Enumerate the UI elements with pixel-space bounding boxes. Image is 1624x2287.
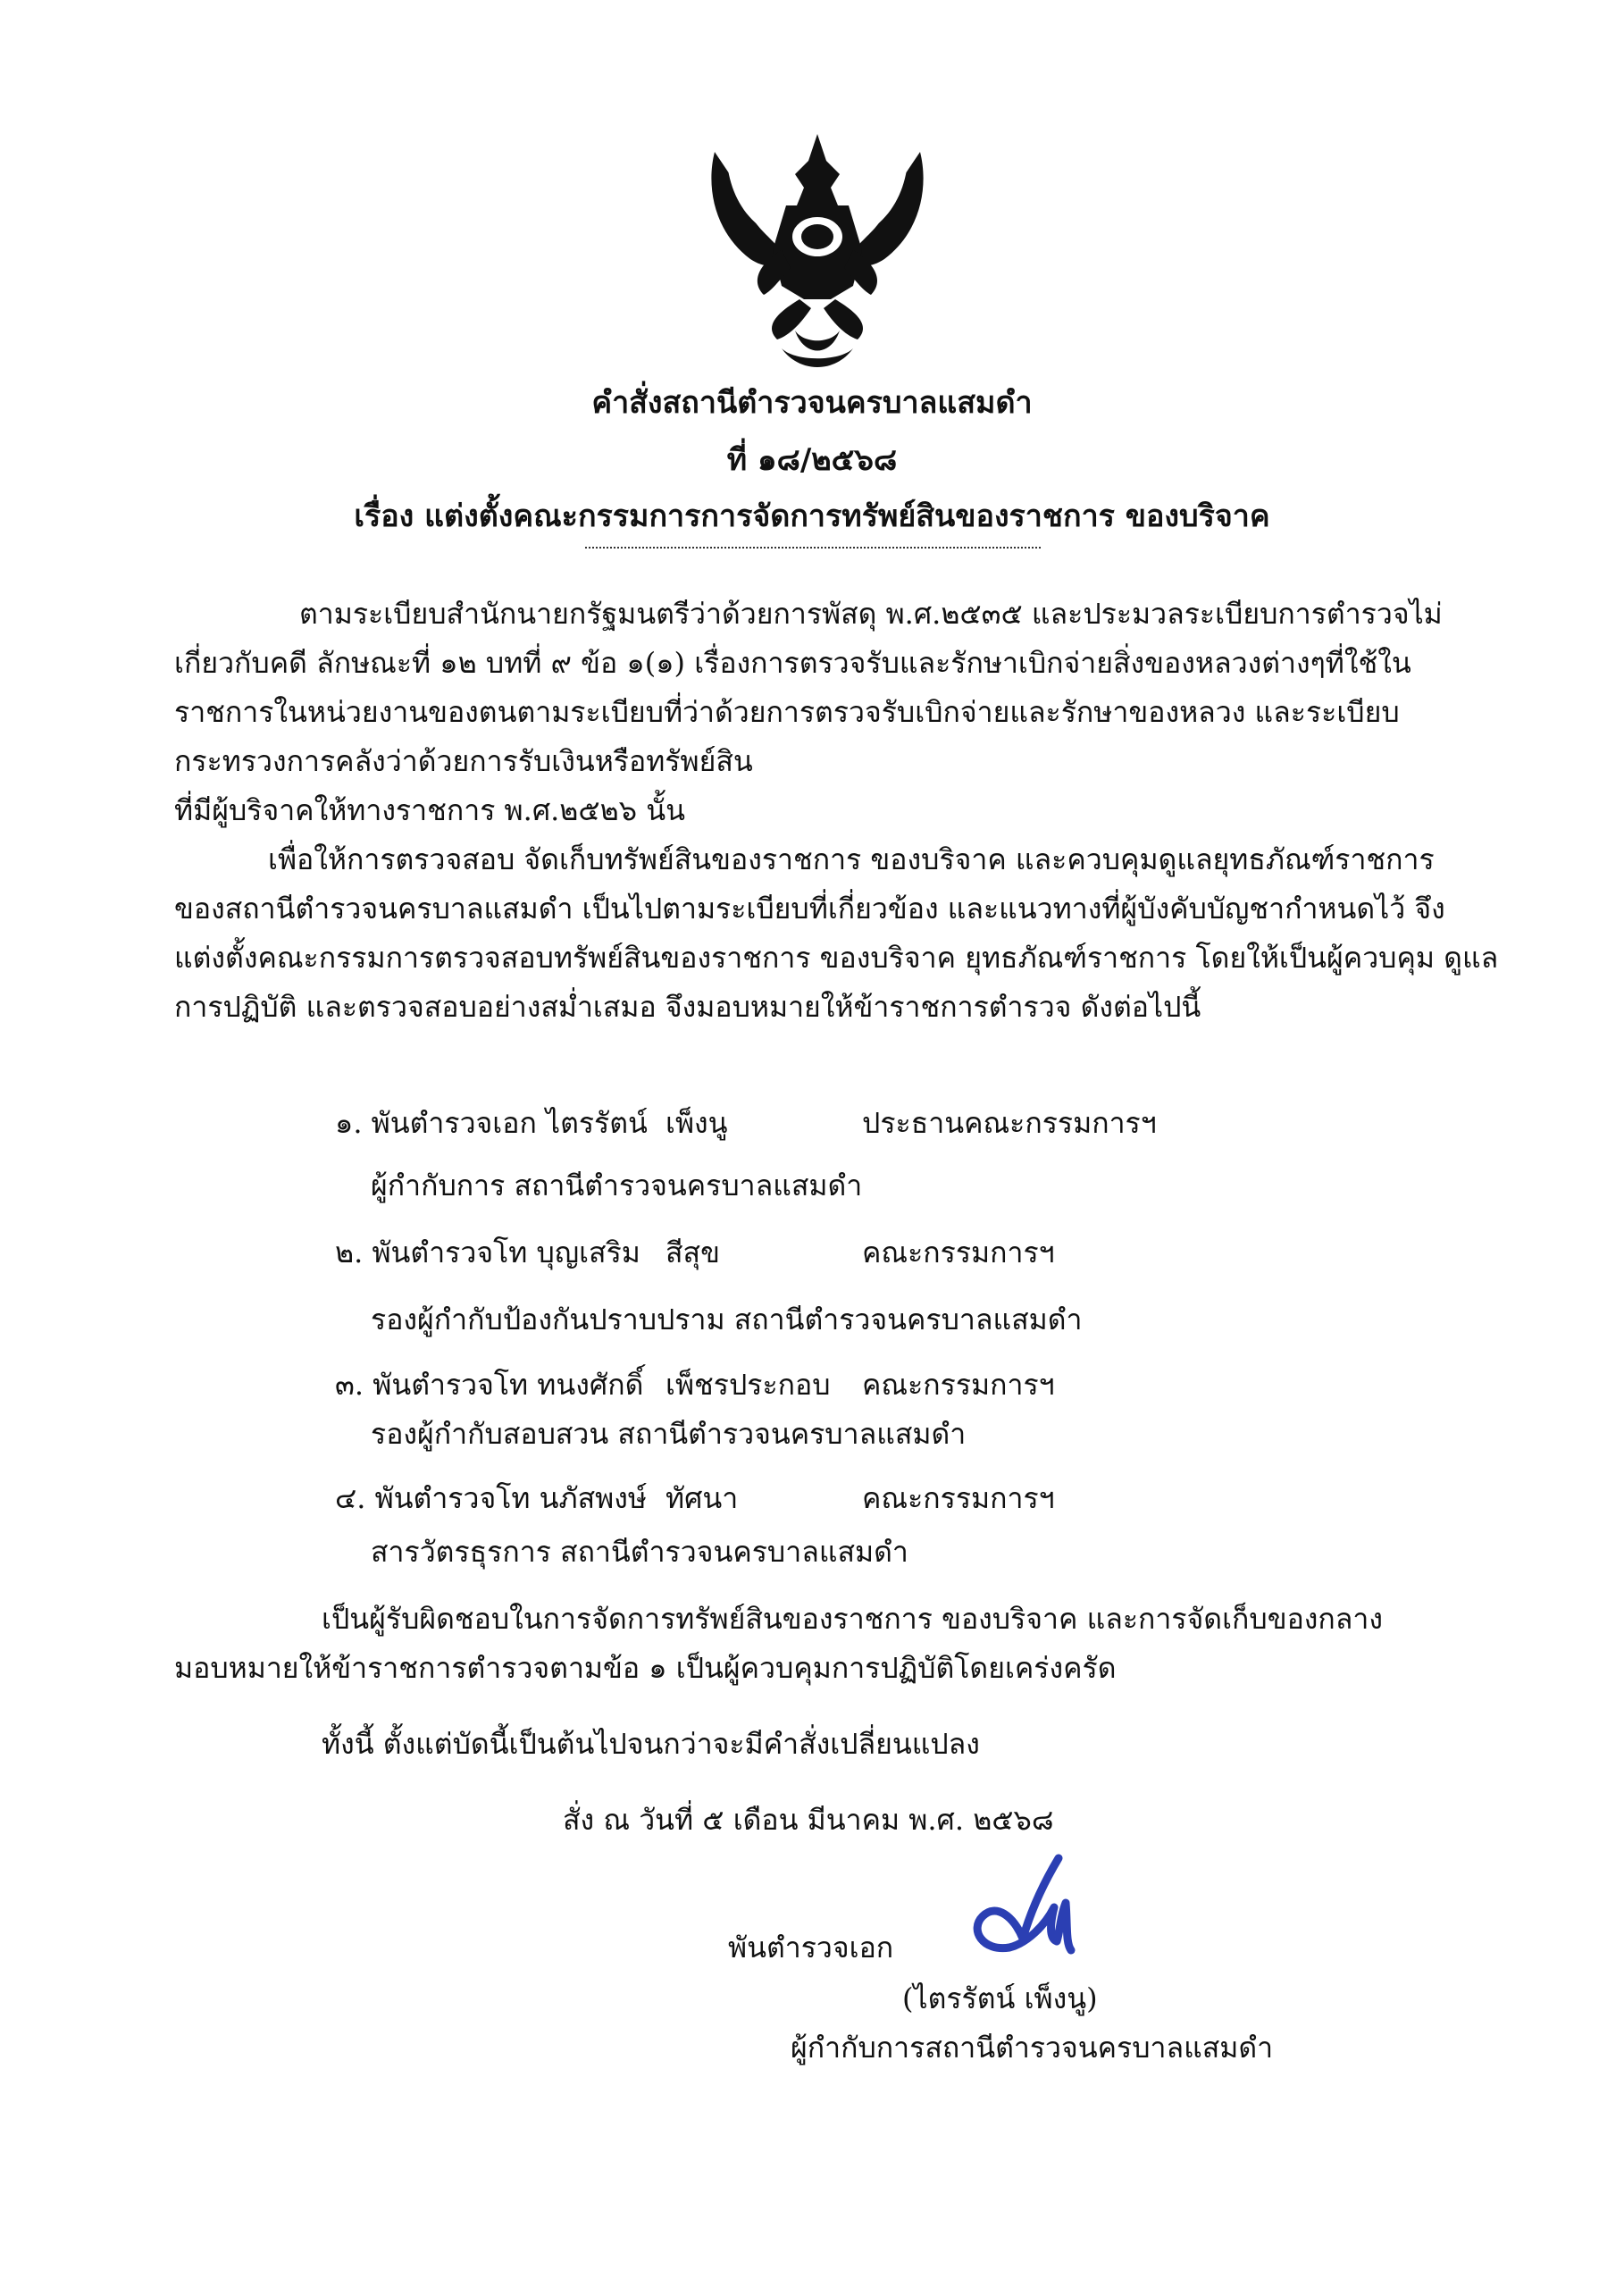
paragraph-2-line: แต่งตั้งคณะกรรมการตรวจสอบทรัพย์สินของราชการ ของบริจาค ยุทธภัณฑ์ราชการ โดยให้เป็นผู้ควบคุม ดูแล: [174, 941, 1499, 975]
member-rank-name: ๓. พันตำรวจโท ทนงศักดิ์: [335, 1368, 644, 1402]
paragraph-1-line: เกี่ยวกับคดี ลักษณะที่ ๑๒ บทที่ ๙ ข้อ ๑(๑) เรื่องการตรวจรับและรักษาเบิกจ่ายสิ่งของหลวงต่างๆที่ใช้ใน: [174, 646, 1411, 680]
paragraph-1-line: กระทรวงการคลังว่าด้วยการรับเงินหรือทรัพย์สิน: [174, 744, 753, 778]
effective-statement: ทั้งนี้ ตั้งแต่บัดนี้เป็นต้นไปจนกว่าจะมีคำสั่งเปลี่ยนแปลง: [322, 1727, 980, 1761]
member-rank-name: ๒. พันตำรวจโท บุญเสริม: [335, 1236, 640, 1269]
paragraph-2-line: เพื่อให้การตรวจสอบ จัดเก็บทรัพย์สินของราชการ ของบริจาค และควบคุมดูแลยุทธภัณฑ์ราชการ: [268, 842, 1435, 876]
member-role: คณะกรรมการฯ: [862, 1368, 1055, 1402]
handwritten-signature-icon: [960, 1854, 1085, 1970]
paragraph-3-line: เป็นผู้รับผิดชอบในการจัดการทรัพย์สินของราชการ ของบริจาค และการจัดเก็บของกลาง: [322, 1602, 1383, 1636]
order-number: ที่ ๑๘/๒๕๖๘: [726, 442, 898, 478]
member-rank-name: ๑. พันตำรวจเอก ไตรรัตน์: [335, 1106, 648, 1140]
paragraph-1-line: ที่มีผู้บริจาคให้ทางราชการ พ.ศ.๒๕๒๖ นั้น: [174, 793, 685, 827]
paragraph-1-line: ตามระเบียบสำนักนายกรัฐมนตรีว่าด้วยการพัสดุ พ.ศ.๒๕๓๕ และประมวลระเบียบการตำรวจไม่: [299, 597, 1443, 631]
member-role: คณะกรรมการฯ: [862, 1236, 1055, 1269]
member-rank-name: ๔. พันตำรวจโท นภัสพงษ์: [335, 1481, 647, 1515]
divider: [585, 547, 1041, 549]
member-position: ผู้กำกับการ สถานีตำรวจนครบาลแสมดำ: [371, 1169, 863, 1202]
paragraph-2-line: ของสถานีตำรวจนครบาลแสมดำ เป็นไปตามระเบียบที่เกี่ยวข้อง และแนวทางที่ผู้บังคับบัญชากำหนดไว้ จึง: [174, 892, 1445, 926]
member-surname: ทัศนา: [666, 1481, 739, 1515]
signer-name: (ไตรรัตน์ เพ็งนู): [902, 1981, 1098, 2015]
order-title: คำสั่งสถานีตำรวจนครบาลแสมดำ: [591, 385, 1033, 421]
signer-rank: พันตำรวจเอก: [728, 1931, 894, 1964]
member-surname: สีสุข: [666, 1236, 720, 1269]
member-position: สารวัตรธุรการ สถานีตำรวจนครบาลแสมดำ: [371, 1535, 908, 1569]
member-position: รองผู้กำกับป้องกันปราบปราม สถานีตำรวจนครบาลแสมดำ: [371, 1303, 1083, 1336]
paragraph-3-line: มอบหมายให้ข้าราชการตำรวจตามข้อ ๑ เป็นผู้ควบคุมการปฏิบัติโดยเคร่งครัด: [174, 1651, 1117, 1685]
paragraph-2-line: การปฏิบัติ และตรวจสอบอย่างสม่ำเสมอ จึงมอบหมายให้ข้าราชการตำรวจ ดังต่อไปนี้: [174, 990, 1201, 1024]
member-surname: เพ็ชรประกอบ: [666, 1368, 831, 1402]
order-date: สั่ง ณ วันที่ ๕ เดือน มีนาคม พ.ศ. ๒๕๖๘: [563, 1803, 1054, 1837]
order-subject: เรื่อง แต่งตั้งคณะกรรมการการจัดการทรัพย์สินของราชการ ของบริจาค: [354, 498, 1270, 534]
signer-title: ผู้กำกับการสถานีตำรวจนครบาลแสมดำ: [791, 2031, 1274, 2065]
member-role: คณะกรรมการฯ: [862, 1481, 1055, 1515]
member-surname: เพ็งนู: [666, 1106, 728, 1140]
garuda-emblem-icon: [697, 134, 938, 375]
member-role: ประธานคณะกรรมการฯ: [862, 1106, 1157, 1140]
paragraph-1-line: ราชการในหน่วยงานของตนตามระเบียบที่ว่าด้วยการตรวจรับเบิกจ่ายและรักษาของหลวง และระเบียบ: [174, 695, 1400, 729]
member-position: รองผู้กำกับสอบสวน สถานีตำรวจนครบาลแสมดำ: [371, 1417, 967, 1451]
